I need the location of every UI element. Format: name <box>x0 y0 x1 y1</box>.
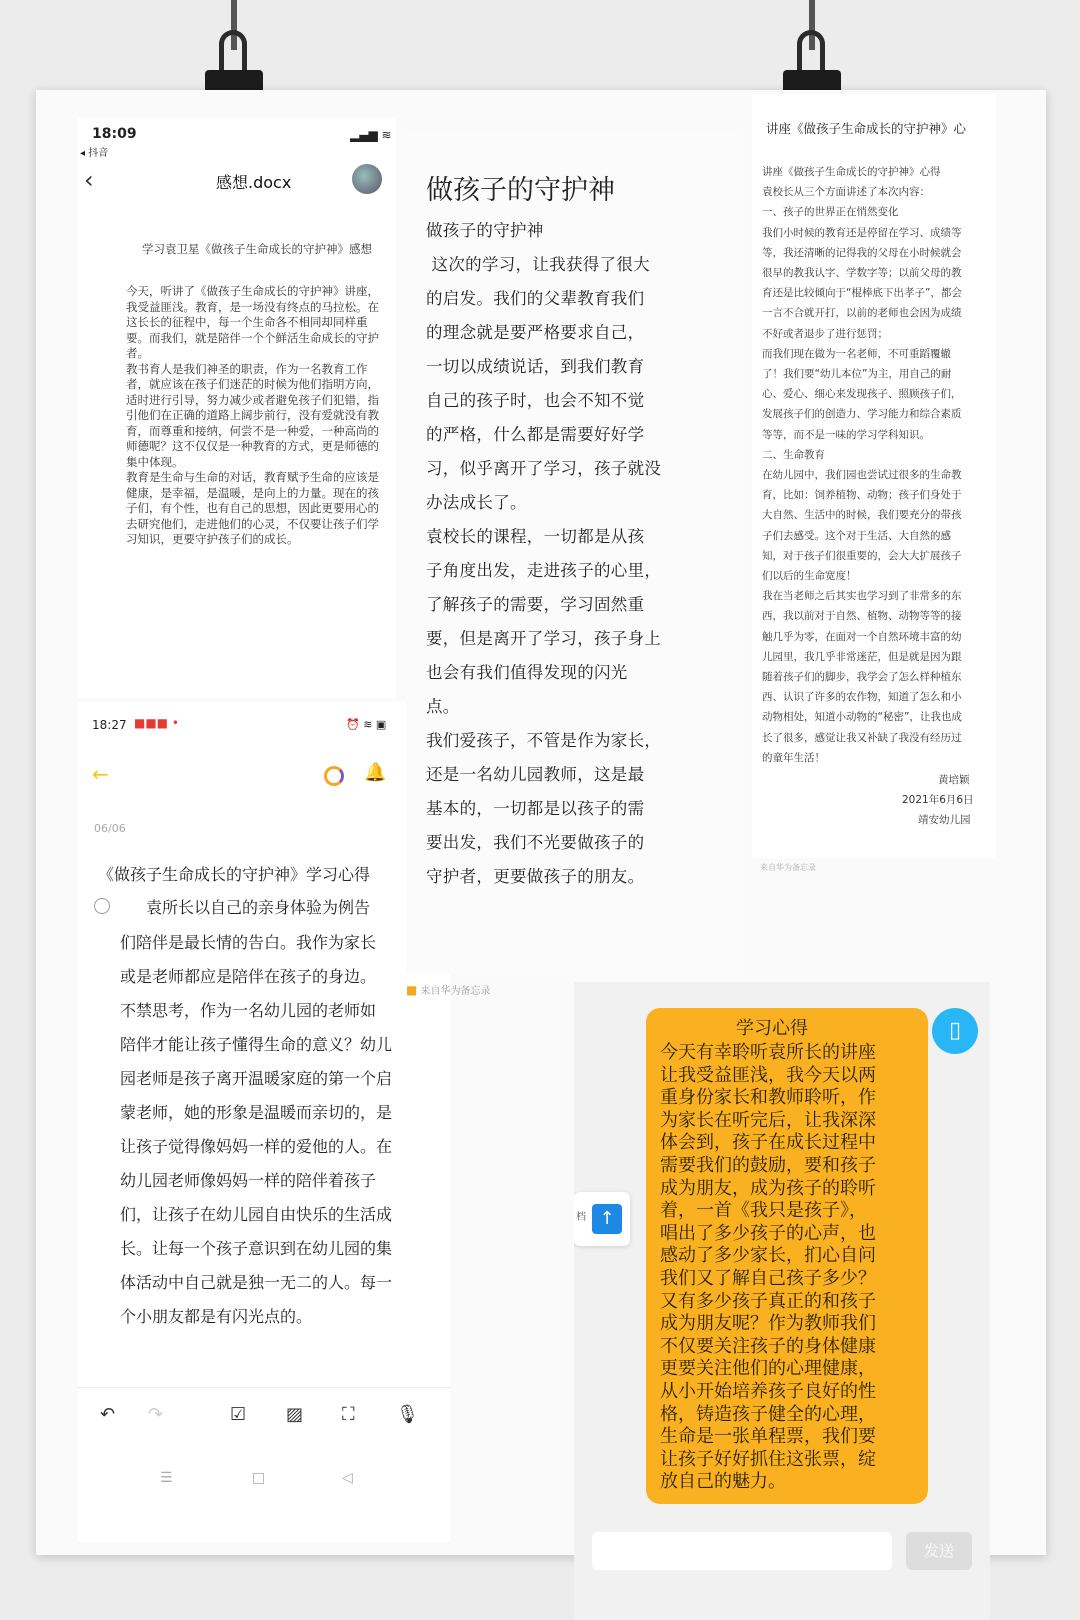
chat-message-bubble[interactable] <box>646 1008 928 1504</box>
chat-side-card[interactable] <box>574 1192 630 1246</box>
memo-app-icon: ■ <box>406 983 418 997</box>
memo-title: 做孩子的守护神 <box>426 175 615 206</box>
phone-contact-icon[interactable]: ▯ <box>932 1008 978 1054</box>
memo-footer <box>406 982 572 1006</box>
phone-doc-panel <box>78 118 396 698</box>
status2-system-icons: ⏰ ≋ ▣ <box>346 718 387 731</box>
color-ring-icon[interactable] <box>324 766 344 786</box>
chat-input[interactable] <box>592 1532 892 1570</box>
lecture-footer: 来自华为备忘录 <box>760 863 816 872</box>
upload-arrow-icon: ↑ <box>592 1204 622 1234</box>
scan-icon[interactable]: ⛶ <box>342 1404 355 1425</box>
note-date: 06/06 <box>94 822 126 835</box>
back-icon[interactable]: ‹ <box>84 166 94 194</box>
signature-org: 靖安幼儿园 <box>918 814 971 826</box>
status-time: 18:09 <box>92 126 137 142</box>
signature-date: 2021年6月6日 <box>902 794 974 806</box>
note-title: 《做孩子生命成长的守护神》学习心得 <box>98 865 371 884</box>
doc-title: 感想.docx <box>216 173 292 192</box>
memo-body: 做孩子的守护神 这次的学习，让我获得了很大 的启发。我们的父辈教育我们 的理念就是要严格要求自己， 一切以成绩说话，到我们教育 自己的孩子时，也会不知不觉 的严格，什么都是需要好好学 习，似乎离开了学习，孩子就没 办法成长了。 袁校长的课程，一切都是从孩 子角度出发，走进孩子的心里， 了解孩子的需要，学习固然重 要，但是离开了学习，孩子身上 也会有我们值得发现的闪光 点。 我们爱孩子，不管是作为家长， 还是一名幼儿园教师，这是最 基本的，一切都是以孩子的需 要出发，我们不光要做孩子的 守护者，更要做孩子的朋友。 <box>426 221 662 886</box>
bubble-title: 学习心得 <box>736 1018 808 1039</box>
nav-menu-icon[interactable]: ☰ <box>160 1470 173 1486</box>
doc-heading: 学习袁卫星《做孩子生命成长的守护神》感想 <box>142 242 372 256</box>
send-button[interactable]: 发送 <box>906 1532 972 1570</box>
phone-note-panel <box>78 702 450 1542</box>
nav-back-icon[interactable]: ◁ <box>342 1470 353 1486</box>
lecture-title: 讲座《做孩子生命成长的守护神》心 <box>766 121 967 136</box>
note-toolbar <box>78 1387 450 1448</box>
status2-time: 18:27 <box>92 718 127 732</box>
note-first-line: 袁所长以自己的亲身体验为例告 <box>146 898 371 917</box>
note-body: 们陪伴是最长情的告白。我作为家长 或是老师都应是陪伴在孩子的身边。 不禁思考，作为一名幼儿园的老师如 陪伴才能让孩子懂得生命的意义？幼儿 园老师是孩子离开温暖家庭的第一个启 蒙老师，她的形象是温暖而亲切的，是 让孩子觉得像妈妈一样的爱他的人。在 幼儿园老师像妈妈一样的陪伴着孩子 们，让孩子在幼儿园自由快乐的生活成 长。让每一个孩子意识到在幼儿园的集 体活动中自己就是独一无二的人。每一 个小朋友都是有闪光点的。 <box>120 933 393 1326</box>
lecture-notes-panel <box>752 94 996 858</box>
nav-bar <box>78 1470 450 1500</box>
chat-panel <box>574 982 990 1620</box>
nav-home-icon[interactable]: □ <box>252 1470 266 1486</box>
reminder-bell-icon[interactable]: 🔔 <box>364 762 387 783</box>
microphone-icon[interactable]: 🎙 <box>396 1404 419 1425</box>
lecture-body: 讲座《做孩子生命成长的守护神》心得 袁校长从三个方面讲述了本次内容： 一、孩子的世界正在悄然变化 我们小时候的教育还是停留在学习、成绩等 等，我还清晰的记得我的父母在小时候就会 很早的教我认字、学数字等；以前父母的教 育还是比较倾向于“棍棒底下出孝子”，都会 一言不合就开打，以前的老师也会因为成绩 不好或者退步了进行惩罚； 而我们现在做为一名老师，不可重蹈覆辙 了！我们要“幼儿本位”为主，用自己的耐 心、爱心、细心来发现孩子、照顾孩子们， 发展孩子们的创造力、学习能力和综合素质 等等，而不是一味的学习学科知识。 二、生命教育 在幼儿园中，我们园也尝试过很多的生命教 育，比如：饲养植物、动物；孩子们身处于 大自然、生活中的时候，我们要充分的带孩 子们去感受。这个对于生活、大自然的感 知，对于孩子们很重要的，会大大扩展孩子 们以后的生命宽度！ 我在当老师之后其实也学习到了非常多的东 西，我以前对于自然、植物、动物等等的接 触几乎为零，在面对一个自然环境丰富的幼 儿园里，我几乎非常迷茫，但是就是因为跟 随着孩子们的脚步，我学会了怎么样种植东 西、认识了许多的农作物，知道了怎么和小 动物相处，知道小动物的“秘密”，让我也成 长了很多，感觉让我又补缺了我没有经历过 的童年生活！ <box>762 166 962 764</box>
memo-panel <box>406 132 742 974</box>
undo-icon[interactable]: ↶ <box>100 1404 116 1425</box>
signal-wifi-icon: ▂▄▆ ≋ <box>350 128 392 142</box>
back-arrow-icon[interactable]: ← <box>92 762 109 786</box>
todo-checkbox[interactable] <box>94 898 110 914</box>
checklist-icon[interactable]: ☑ <box>230 1404 247 1425</box>
image-icon[interactable]: ▨ <box>286 1404 304 1425</box>
signature-name: 黄培颖 <box>938 774 970 786</box>
redo-icon[interactable]: ↷ <box>148 1404 164 1425</box>
avatar[interactable] <box>352 164 382 194</box>
status2-app-icons: ■■■ • <box>134 716 179 730</box>
doc-body: 今天，听讲了《做孩子生命成长的守护神》讲座，我受益匪浅。教育，是一场没有终点的马拉松。在这长长的征程中，每一个生命各不相同却同样重要。而我们，就是陪伴一个个鲜活生命成长的守护者。 教书育人是我们神圣的职责，作为一名教育工作者，就应该在孩子们迷茫的时候为他们指明方向，适时进行引导，努力减少或者避免孩子们犯错，指引他们在正确的道路上阔步前行，没有爱就没有教育，而尊重和接纳，何尝不是一种爱，一种高尚的师德呢？这不仅仅是一种教育的方式，更是师德的集中体现。 教育是生命与生命的对话，教育赋予生命的应该是健康，是幸福，是温暖，是向上的力量。现在的孩子们，有个性，也有自己的思想，因此更要用心的去研究他们，走进他们的心灵，不仅要让孩子们学习知识，更要守护孩子们的成长。 <box>126 284 379 546</box>
memo-footer-text: 来自华为备忘录 <box>420 986 491 997</box>
side-card-label: 档 <box>576 1212 586 1223</box>
bubble-body: 今天有幸聆听袁所长的讲座 让我受益匪浅，我今天以两 重身份家长和教师聆听，作 为家长在听完后，让我深深 体会到，孩子在成长过程中 需要我们的鼓励，要和孩子 成为朋友，成为孩子的聆听 着，一首《我只是孩子》， 唱出了多少孩子的心声，也 感动了多少家长，扪心自问 我们又了解自己孩子多少？ 又有多少孩子真正的和孩子 成为朋友呢？作为教师我们 不仅要关注孩子的身体健康 更要关注他们的心理健康， 从小开始培养孩子良好的性 格，铸造孩子健全的心理， 生命是一张单程票，我们要 让孩子好好抓住这张票，绽 放自己的魅力。 <box>660 1042 876 1493</box>
status-source[interactable]: ◂ 抖音 <box>80 148 109 159</box>
